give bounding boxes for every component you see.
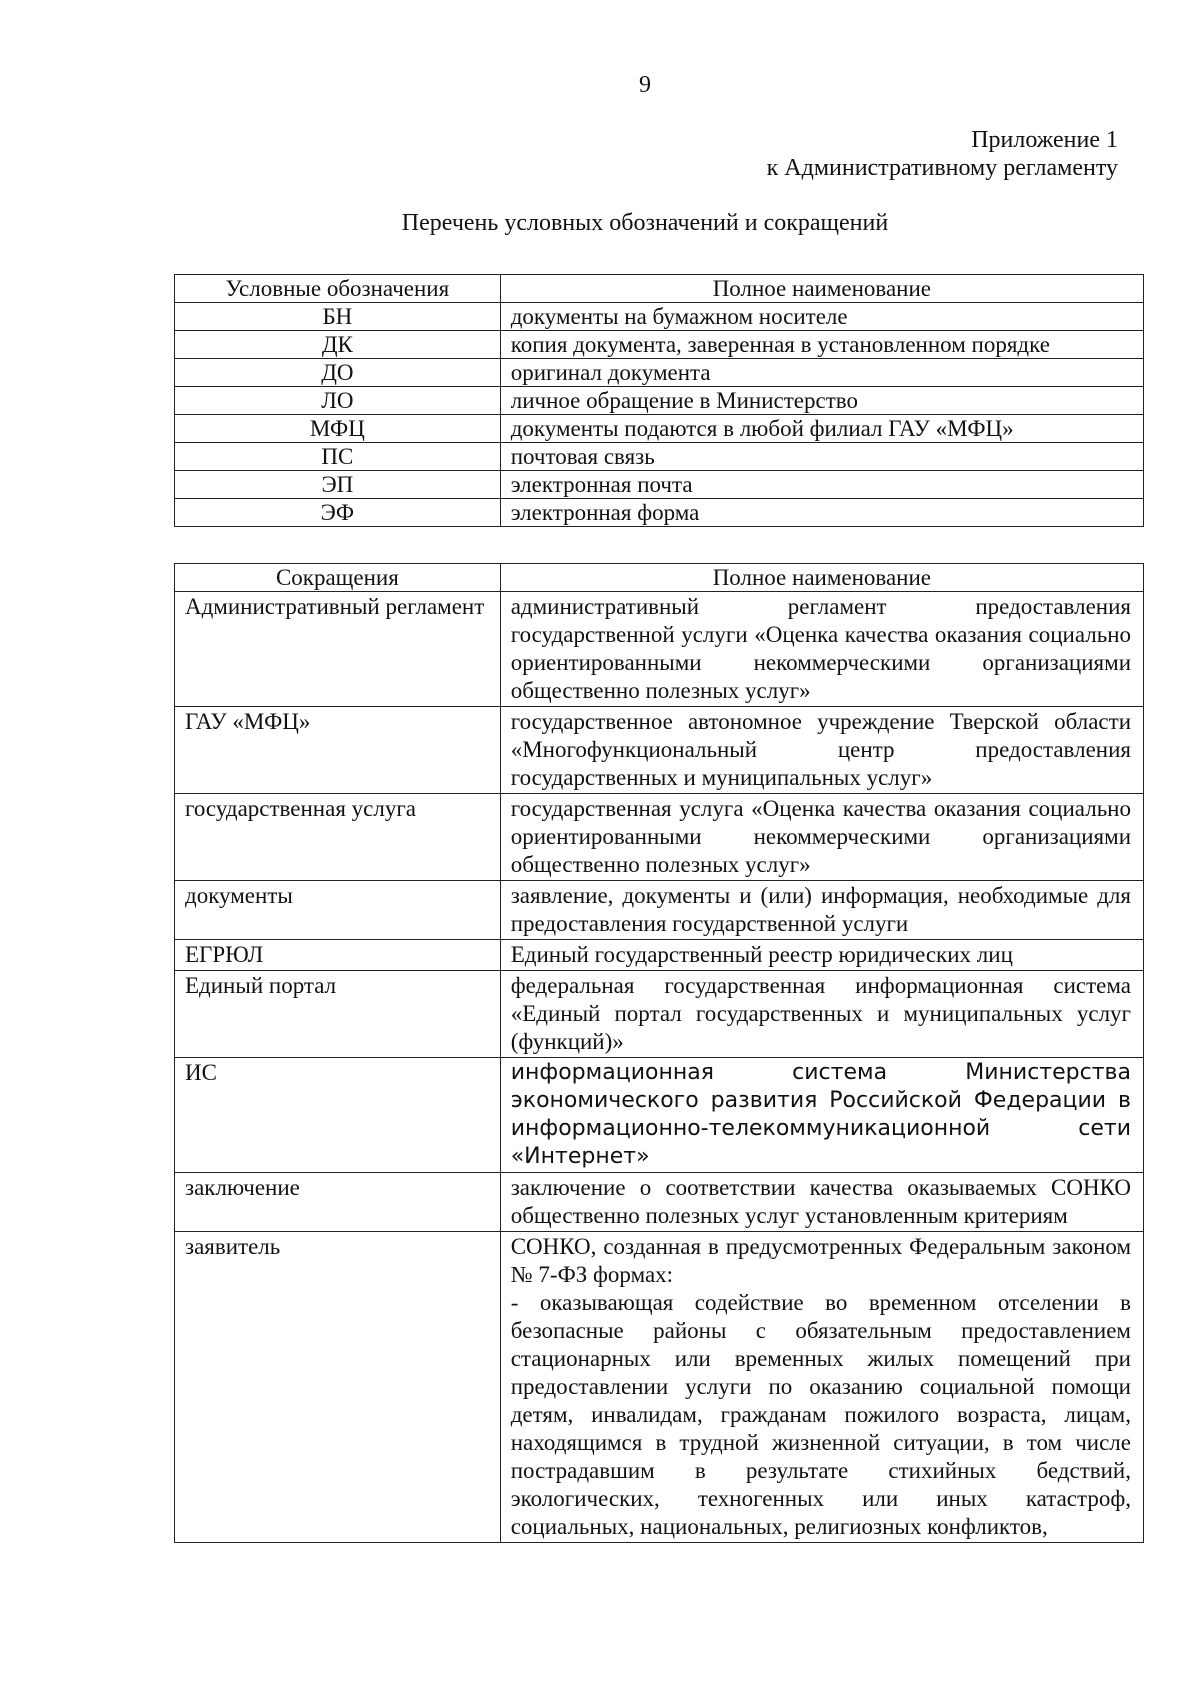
abbreviation-definition: административный регламент предоставления государственной услуги «Оценка качества оказания социально ориентированными некоммерческими организациями общественно полезных услуг» <box>500 592 1143 707</box>
abbreviation-definition: государственное автономное учреждение Тверской области «Многофункциональный центр предоставления государственных и муниципальных услуг» <box>500 707 1143 794</box>
abbreviation-term: Административный регламент <box>175 592 501 707</box>
abbreviations-header-term: Сокращения <box>175 564 501 592</box>
legend-row <box>175 387 1144 415</box>
abbreviation-row <box>175 881 1144 940</box>
legend-name: личное обращение в Министерство <box>500 387 1143 415</box>
legend-code: ДК <box>175 331 501 359</box>
legend-code: ЭФ <box>175 499 501 527</box>
legend-table-header-row <box>175 275 1144 303</box>
abbreviation-row <box>175 794 1144 881</box>
legend-row <box>175 471 1144 499</box>
legend-name: копия документа, заверенная в установленном порядке <box>500 331 1143 359</box>
abbreviation-term: ИС <box>175 1058 501 1173</box>
legend-code: ЭП <box>175 471 501 499</box>
abbreviations-table <box>174 563 1144 1543</box>
abbreviation-definition <box>500 1232 1143 1543</box>
abbreviation-definition: информационная система Министерства экономического развития Российской Федерации в информационно-телекоммуникационной сети «Интернет» <box>500 1058 1143 1173</box>
abbreviations-header-row <box>175 564 1144 592</box>
legend-code: МФЦ <box>175 415 501 443</box>
abbreviation-row <box>175 592 1144 707</box>
appendix-line-1: Приложение 1 <box>971 127 1118 153</box>
legend-header-code: Условные обозначения <box>175 275 501 303</box>
legend-table <box>174 274 1144 527</box>
abbreviation-term: государственная услуга <box>175 794 501 881</box>
legend-name: документы подаются в любой филиал ГАУ «МФЦ» <box>500 415 1143 443</box>
abbreviation-term: заявитель <box>175 1232 501 1543</box>
legend-row <box>175 499 1144 527</box>
page-number: 9 <box>639 72 651 98</box>
abbreviation-row <box>175 707 1144 794</box>
legend-header-name: Полное наименование <box>500 275 1143 303</box>
legend-row <box>175 359 1144 387</box>
legend-name: оригинал документа <box>500 359 1143 387</box>
abbreviation-row <box>175 1232 1144 1543</box>
definition-paragraph: - оказывающая содействие во временном отселении в безопасные районы с обязательным предоставлением стационарных или временных жилых помещений при предоставлении услуги по оказанию социальной помощи детям, инвалидам, гражданам пожилого возраста, лицам, находящимся в трудной жизненной ситуации, в том числе пострадавшим в результате стихийных бедствий, экологических, техногенных или иных катастроф, социальных, национальных, религиозных конфликтов, <box>510 1290 1131 1539</box>
abbreviation-definition: федеральная государственная информационная система «Единый портал государственных и муниципальных услуг (функций)» <box>500 971 1143 1058</box>
legend-code: БН <box>175 303 501 331</box>
legend-row <box>175 415 1144 443</box>
abbreviation-term: ЕГРЮЛ <box>175 940 501 971</box>
abbreviation-definition: государственная услуга «Оценка качества оказания социально ориентированными некоммерческими организациями общественно полезных услуг» <box>500 794 1143 881</box>
abbreviation-row <box>175 940 1144 971</box>
abbreviation-row <box>175 1058 1144 1173</box>
legend-name: документы на бумажном носителе <box>500 303 1143 331</box>
legend-name: электронная форма <box>500 499 1143 527</box>
legend-name: почтовая связь <box>500 443 1143 471</box>
legend-code: ПС <box>175 443 501 471</box>
definition-paragraph: СОНКО, созданная в предусмотренных Федеральным законом № 7-ФЗ формах: <box>510 1234 1131 1287</box>
abbreviation-term: заключение <box>175 1173 501 1232</box>
abbreviation-definition: заявление, документы и (или) информация, необходимые для предоставления государственной услуги <box>500 881 1143 940</box>
legend-name: электронная почта <box>500 471 1143 499</box>
appendix-reference <box>767 126 1118 182</box>
legend-row <box>175 331 1144 359</box>
abbreviations-header-name: Полное наименование <box>500 564 1143 592</box>
abbreviation-definition: Единый государственный реестр юридических лиц <box>500 940 1143 971</box>
legend-code: ДО <box>175 359 501 387</box>
abbreviation-term: ГАУ «МФЦ» <box>175 707 501 794</box>
document-title: Перечень условных обозначений и сокращений <box>401 210 889 236</box>
legend-row <box>175 443 1144 471</box>
appendix-line-2: к Административному регламенту <box>766 155 1118 181</box>
legend-row <box>175 303 1144 331</box>
legend-code: ЛО <box>175 387 501 415</box>
abbreviation-term: документы <box>175 881 501 940</box>
abbreviation-term: Единый портал <box>175 971 501 1058</box>
abbreviation-definition: заключение о соответствии качества оказываемых СОНКО общественно полезных услуг установленным критериям <box>500 1173 1143 1232</box>
abbreviation-row <box>175 971 1144 1058</box>
abbreviation-row <box>175 1173 1144 1232</box>
